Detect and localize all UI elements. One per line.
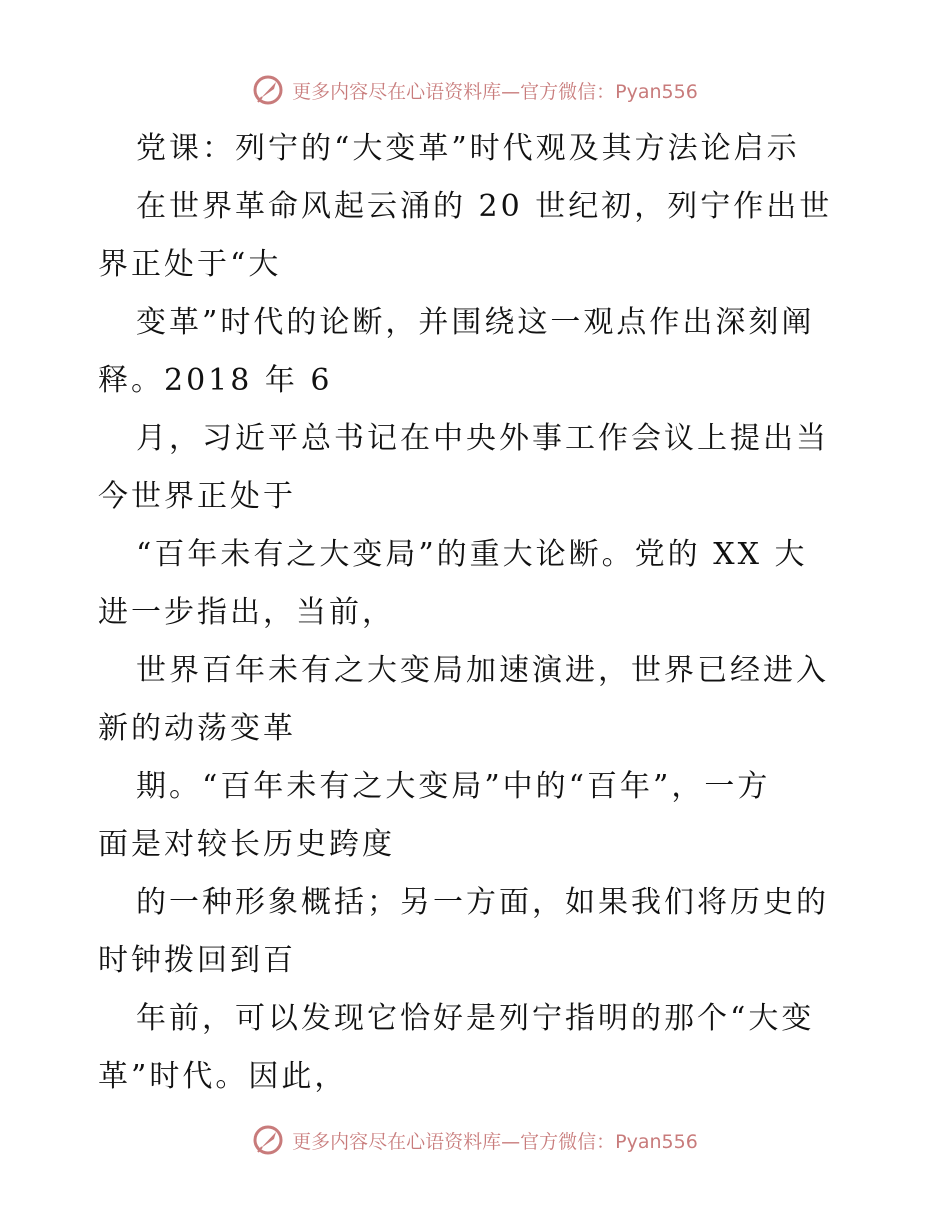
text-line: 界正处于“大 bbox=[98, 247, 282, 282]
text-line: 时钟拨回到百 bbox=[98, 943, 296, 978]
text-line: 期。“百年未有之大变局”中的“百年”，一方 bbox=[136, 769, 771, 804]
text-line: 释。2018 年 6 bbox=[98, 363, 333, 398]
watermark-contact: 官方微信：Pyan556 bbox=[520, 80, 698, 103]
watermark-text bbox=[292, 1127, 698, 1154]
header-watermark bbox=[0, 70, 950, 110]
quill-logo-icon bbox=[252, 1124, 284, 1156]
text-line: 的一种形象概括；另一方面，如果我们将历史的 bbox=[136, 885, 829, 920]
watermark-text bbox=[292, 77, 698, 104]
document-body bbox=[98, 120, 850, 1106]
text-line: 进一步指出，当前， bbox=[98, 595, 395, 630]
text-line: 世界百年未有之大变局加速演进，世界已经进入 bbox=[136, 653, 829, 688]
watermark-dash: — bbox=[501, 80, 521, 103]
text-line: 年前，可以发现它恰好是列宁指明的那个“大变 bbox=[136, 1001, 815, 1036]
text-line: 月，习近平总书记在中央外事工作会议上提出当 bbox=[136, 421, 829, 456]
text-line: 党课：列宁的“大变革”时代观及其方法论启示 bbox=[136, 131, 800, 166]
watermark-contact: 官方微信：Pyan556 bbox=[520, 1130, 698, 1153]
footer-watermark bbox=[0, 1120, 950, 1160]
text-line: “百年未有之大变局”的重大论断。党的 XX 大 bbox=[136, 537, 808, 572]
text-line: 新的动荡变革 bbox=[98, 711, 296, 746]
watermark-brand: 更多内容尽在心语资料库 bbox=[292, 1130, 502, 1153]
text-line: 变革”时代的论断，并围绕这一观点作出深刻阐 bbox=[136, 305, 815, 340]
text-line: 革”时代。因此， bbox=[98, 1059, 348, 1094]
text-line: 今世界正处于 bbox=[98, 479, 296, 514]
text-line: 在世界革命风起云涌的 20 世纪初，列宁作出世 bbox=[136, 189, 833, 224]
quill-logo-icon bbox=[252, 74, 284, 106]
watermark-dash: — bbox=[501, 1130, 521, 1153]
watermark-brand: 更多内容尽在心语资料库 bbox=[292, 80, 502, 103]
text-line: 面是对较长历史跨度 bbox=[98, 827, 395, 862]
